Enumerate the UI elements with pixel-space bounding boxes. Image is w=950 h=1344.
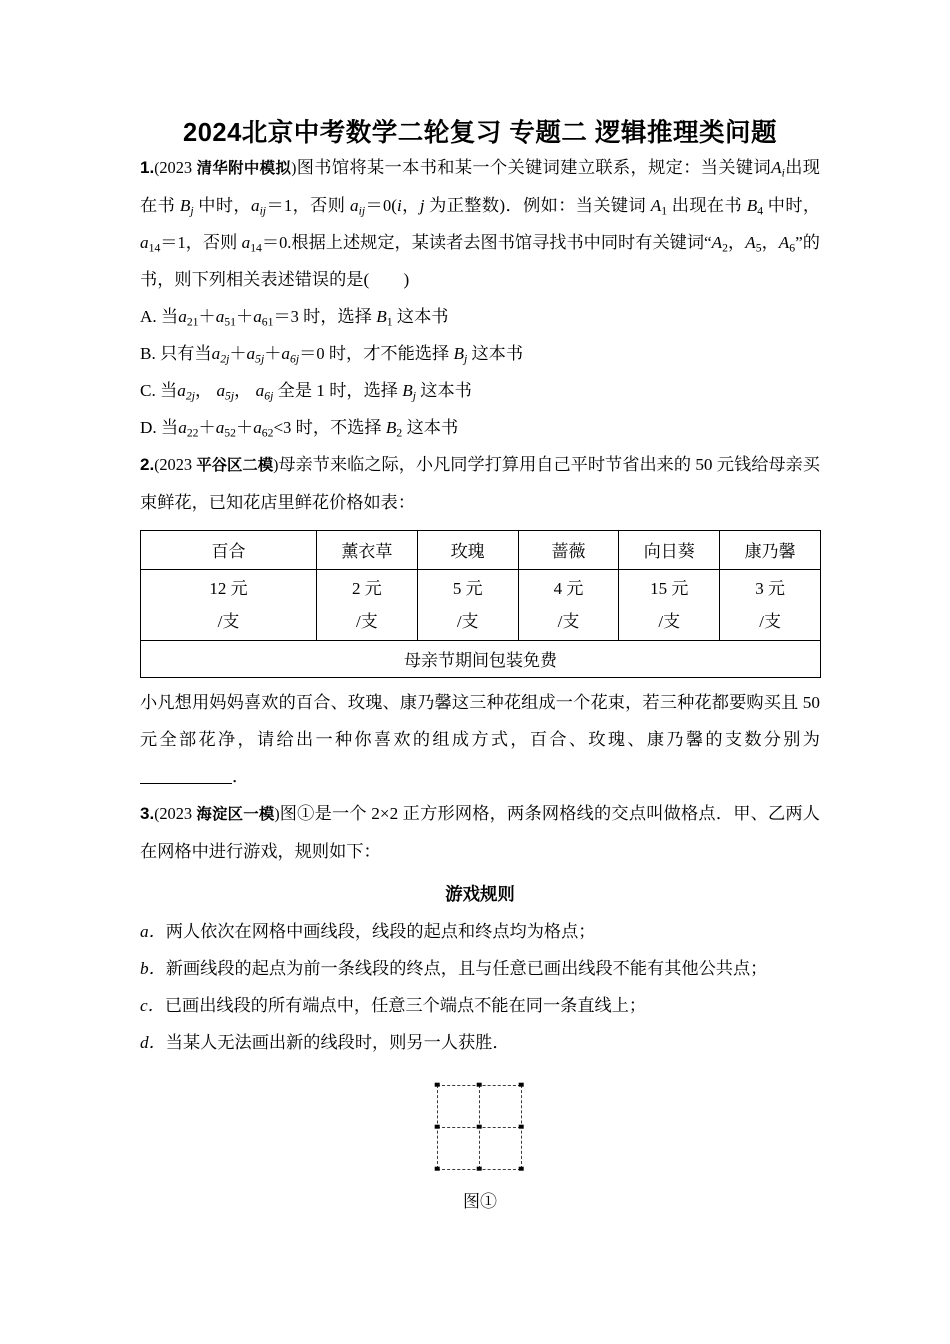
question-1-text-8: ，否则 (185, 232, 238, 252)
flower-name-cell: 百合 (141, 530, 317, 569)
question-1-text-5: 为正整数)．例如：当关键词 (429, 195, 647, 215)
question-2-followup (140, 684, 820, 795)
grid-point (477, 1166, 482, 1171)
option-b-letter: B. (140, 343, 156, 363)
price-value: 3 元 (755, 578, 785, 598)
grid-point (435, 1082, 440, 1087)
grid-point (477, 1124, 482, 1129)
game-rule-b (140, 950, 820, 987)
question-1-text-2: 出现在书 (140, 157, 820, 215)
question-1-option-c[interactable]: C. 当$a_{2j}$， $a_{5j}$， $a_{6j}$ 全是 1 时，选择 $B_j$ 这本书 (140, 380, 472, 402)
flower-price-cell (141, 569, 317, 640)
price-unit: /支 (759, 611, 781, 631)
option-c-mid: 全是 1 时，选择 (277, 380, 398, 400)
rule-c-text: 已画出线段的所有端点中，任意三个端点不能在同一条直线上； (164, 995, 647, 1015)
question-1-text-10: 的书，则下列相关表述错误的是( ) (140, 232, 820, 289)
price-value: 12 元 (209, 578, 248, 598)
rule-a-label: a． (140, 921, 166, 941)
figure-1-wrapper (140, 1085, 820, 1214)
rule-c-label: c． (140, 995, 165, 1015)
game-rule-a (140, 913, 820, 950)
question-2 (140, 446, 820, 795)
option-b-mid: 时，才不能选择 (328, 343, 450, 363)
question-1-text-1: 图书馆将某一本书和某一个关键词建立联系，规定：当关键词 (296, 157, 772, 177)
page-content (140, 0, 820, 1214)
question-2-stem: 2.(2023 平谷区二模)母亲节来临之际，小凡同学打算用自己平时节省出来的 50 元钱给母亲买束鲜花，已知花店里鲜花价格如表： (140, 454, 820, 512)
game-rules-title: 游戏规则 (445, 883, 515, 904)
flower-price-cell (417, 569, 518, 640)
option-a-lead: 当 (161, 306, 179, 326)
option-c-lead: 当 (160, 380, 178, 400)
grid-point (519, 1166, 524, 1171)
flower-name-cell: 蔷薇 (518, 530, 619, 569)
price-value: 15 元 (650, 578, 689, 598)
question-2-number: 2. (140, 454, 155, 474)
option-c-tail: 这本书 (420, 380, 472, 400)
question-1-option-a[interactable]: A. 当$a_{21}+a_{51}+a_{61}=3$ 时，选择 $B_1$ 这本书 (140, 306, 449, 328)
flower-price-cell (317, 569, 418, 640)
flower-price-cell (518, 569, 619, 640)
flower-name-cell: 向日葵 (619, 530, 720, 569)
question-2-followup-text: 小凡想用妈妈喜欢的百合、玫瑰、康乃馨这三种花组成一个花束，若三种花都要购买且 50 元全部花净，请给出一种你喜欢的组成方式，百合、玫瑰、康乃馨的支数分别为 (140, 692, 820, 749)
grid-point (477, 1082, 482, 1087)
option-b-lead: 只有当 (160, 343, 212, 363)
question-1-source: 清华附中模拟 (196, 159, 292, 177)
question-1-number: 1. (140, 157, 155, 177)
option-a-mid: 时，选择 (303, 306, 372, 326)
flower-price-table (140, 530, 821, 678)
price-unit: /支 (217, 611, 240, 631)
option-d-mid: 时，不选择 (295, 417, 382, 437)
table-row-note (141, 640, 821, 677)
question-1-text-3: 中时， (198, 195, 251, 215)
grid-point (435, 1124, 440, 1129)
game-rule-c (140, 987, 820, 1024)
grid-figure-2x2 (437, 1085, 523, 1171)
price-value: 5 元 (452, 578, 483, 598)
question-3-number: 3. (140, 803, 155, 823)
option-b-tail: 这本书 (471, 343, 524, 363)
figure-1-caption: 图① (463, 1191, 497, 1211)
table-row-names (141, 530, 821, 569)
question-1 (140, 149, 820, 446)
question-1-option-d[interactable]: D. 当$a_{22}+a_{52}+a_{62}<3$ 时，不选择 $B_2$ 这本书 (140, 417, 459, 439)
question-3 (140, 795, 820, 1214)
grid-point (519, 1124, 524, 1129)
price-unit: /支 (557, 611, 580, 631)
option-a-tail: 这本书 (396, 306, 449, 326)
price-unit: /支 (456, 611, 479, 631)
grid-point (519, 1082, 524, 1087)
rule-b-text: 新画线段的起点为前一条线段的终点，且与任意已画出线段不能有其他公共点； (165, 958, 768, 978)
table-note-cell: 母亲节期间包装免费 (141, 640, 821, 677)
question-1-text-4: ，否则 (292, 195, 346, 215)
option-c-letter: C. (140, 380, 156, 400)
question-2-text: 母亲节来临之际，小凡同学打算用自己平时节省出来的 50 元钱给母亲买束鲜花，已知花店里鲜花价格如表： (140, 454, 820, 512)
answer-blank[interactable] (140, 769, 232, 784)
question-3-source: 海淀区一模 (196, 805, 275, 823)
rule-d-label: d． (140, 1032, 166, 1052)
price-value: 2 元 (352, 578, 382, 598)
game-rule-d (140, 1024, 820, 1061)
question-2-followup-end: ． (232, 766, 250, 786)
question-2-source: 平谷区二模 (196, 456, 274, 474)
question-1-text-7: 中时， (767, 195, 821, 215)
flower-name-cell: 薰衣草 (317, 530, 418, 569)
table-row-prices (141, 569, 821, 640)
option-d-letter: D. (140, 417, 157, 437)
rule-d-text: 当某人无法画出新的线段时，则另一人获胜． (165, 1032, 510, 1052)
price-unit: /支 (356, 611, 378, 631)
question-3-stem: 3.(2023 海淀区一模)图①是一个 2×2 正方形网格，两条网格线的交点叫做格点．甲、乙两人在网格中进行游戏，规则如下： (140, 803, 820, 861)
rule-a-text: 两人依次在网格中画线段，线段的起点和终点均为格点； (165, 921, 596, 941)
price-unit: /支 (658, 611, 681, 631)
price-value: 4 元 (553, 578, 584, 598)
question-1-text-9: 根据上述规定，某读者去图书馆寻找书中同时有关键词 (291, 232, 705, 252)
question-1-text-6: 出现在书 (671, 195, 743, 215)
flower-name-cell: 玫瑰 (417, 530, 518, 569)
page-title: 2024北京中考数学二轮复习 专题二 逻辑推理类问题 (183, 119, 777, 147)
flower-price-cell (720, 569, 821, 640)
flower-name-cell: 康乃馨 (720, 530, 821, 569)
rule-b-label: b． (140, 958, 166, 978)
option-d-tail: 这本书 (406, 417, 459, 437)
option-d-lead: 当 (161, 417, 179, 437)
flower-price-cell (619, 569, 720, 640)
question-1-stem: 1.(2023 清华附中模拟)图书馆将某一本书和某一个关键词建立联系，规定：当关键词$A_i$出现在书 $B_j$ 中时，$a_{ij}=1$，否则 $a_{ij}=0(i$，j 为正整数)．例如：当关键词 $A_1$ 出现在书 $B_4$ 中时，$a_{14}=1$，否则 $a_{14}=0$.根据上述规定，某读者去图书馆寻找书中同时有关键词“$A_2$，$A_5$，$A_6$”的书，则下列相关表述错误的是( ) (140, 157, 821, 289)
question-3-text: 图①是一个 2×2 正方形网格，两条网格线的交点叫做格点．甲、乙两人在网格中进行游戏，规则如下： (140, 803, 820, 861)
question-1-option-b[interactable]: B. 只有当$a_{2j}+a_{5j}+a_{6j}=0$ 时，才不能选择 $B_j$ 这本书 (140, 343, 524, 365)
option-a-letter: A. (140, 306, 157, 326)
grid-point (435, 1166, 440, 1171)
